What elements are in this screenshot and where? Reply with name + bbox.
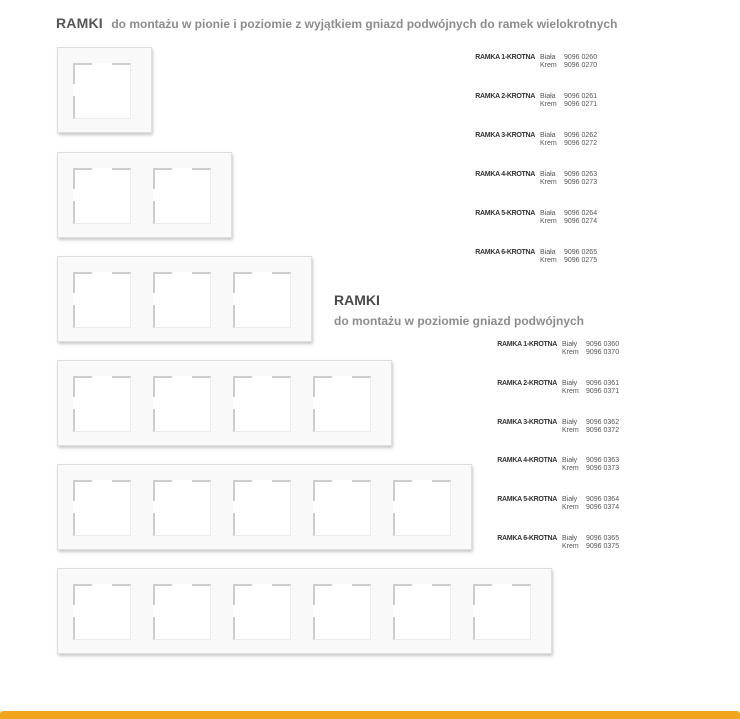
- variant-code: 9096 0372: [586, 426, 620, 434]
- product-variants: [540, 210, 597, 249]
- page-subtitle: do montażu w pionie i poziomie z wyjątkiem gniazd podwójnych do ramek wielokrotnych: [111, 17, 618, 31]
- variant-code: 9096 0374: [586, 504, 620, 512]
- product-variants: [562, 341, 619, 380]
- variant-color: Krem: [540, 179, 557, 186]
- product-list-vertical: [464, 54, 597, 288]
- product-row: [486, 535, 619, 574]
- variant-color: Biała: [540, 54, 556, 61]
- variant-code: 9096 0373: [586, 465, 620, 473]
- page-title: RAMKI: [56, 15, 103, 31]
- frame-6-gang: [57, 568, 552, 654]
- variant-code: 9096 0361: [586, 379, 620, 387]
- product-variants: [540, 132, 597, 171]
- frame-socket: [73, 63, 131, 119]
- variant-color: Biała: [540, 210, 556, 217]
- product-name: RAMKA 6-KROTNA: [475, 249, 535, 256]
- frame-socket: [313, 584, 371, 640]
- frame-socket: [233, 272, 291, 328]
- product-variants: [540, 249, 597, 288]
- product-name: RAMKA 4-KROTNA: [475, 171, 535, 178]
- frame-socket: [153, 376, 211, 432]
- variant-color: Krem: [540, 257, 557, 264]
- variant-code: 9096 0271: [564, 101, 598, 108]
- variant-code: 9096 0365: [586, 534, 620, 542]
- bottom-accent-bar: [0, 711, 740, 719]
- frame-2-gang: [57, 152, 232, 238]
- product-row: [464, 93, 597, 132]
- frame-socket: [233, 584, 291, 640]
- variant-code: 9096 0261: [564, 93, 598, 100]
- product-variants: [562, 380, 619, 419]
- frame-socket: [153, 168, 211, 224]
- product-name: RAMKA 5-KROTNA: [475, 210, 535, 217]
- frame-5-gang: [57, 464, 472, 550]
- product-row: [486, 341, 619, 380]
- frame-socket: [73, 480, 131, 536]
- frame-1-gang: [57, 47, 152, 133]
- product-row: [486, 457, 619, 496]
- frame-socket: [73, 272, 131, 328]
- variant-color: Biała: [540, 93, 556, 100]
- variant-color: Krem: [540, 218, 557, 225]
- product-variants: [540, 93, 597, 132]
- variant-color: Biały: [562, 341, 578, 348]
- variant-color: Krem: [562, 465, 579, 473]
- variant-code: 9096 0272: [564, 140, 598, 147]
- product-name: RAMKA 6-KROTNA: [497, 534, 557, 542]
- variant-code: 9096 0360: [586, 341, 620, 348]
- product-row: [486, 496, 619, 535]
- frame-3-gang: [57, 256, 312, 342]
- variant-code: 9096 0263: [564, 171, 598, 178]
- product-row: [486, 380, 619, 419]
- product-name: RAMKA 2-KROTNA: [497, 379, 557, 387]
- variant-code: 9096 0371: [586, 387, 620, 395]
- product-list-horizontal: [486, 341, 619, 574]
- variant-color: Krem: [562, 542, 579, 550]
- product-variants: [562, 419, 619, 458]
- variant-code: 9096 0362: [586, 418, 620, 426]
- variant-code: 9096 0264: [564, 210, 598, 217]
- frame-socket: [233, 376, 291, 432]
- product-row: [464, 171, 597, 210]
- variant-color: Biały: [562, 496, 578, 504]
- frame-socket: [313, 480, 371, 536]
- variant-color: Krem: [562, 504, 579, 512]
- variant-color: Krem: [562, 349, 579, 356]
- product-variants: [540, 54, 597, 93]
- variant-code: 9096 0262: [564, 132, 598, 139]
- product-row: [464, 249, 597, 288]
- frame-socket: [73, 168, 131, 224]
- frame-socket: [473, 584, 531, 640]
- variant-color: Krem: [540, 62, 557, 69]
- variant-code: 9096 0274: [564, 218, 598, 225]
- variant-code: 9096 0375: [586, 542, 620, 550]
- frame-socket: [153, 584, 211, 640]
- product-name: RAMKA 1-KROTNA: [497, 341, 557, 348]
- variant-code: 9096 0370: [586, 349, 620, 356]
- frame-socket: [73, 584, 131, 640]
- variant-code: 9096 0265: [564, 249, 598, 256]
- product-name: RAMKA 5-KROTNA: [497, 496, 557, 504]
- variant-color: Biała: [540, 132, 556, 139]
- product-row: [464, 54, 597, 93]
- variant-color: Biały: [562, 418, 578, 426]
- variant-code: 9096 0364: [586, 496, 620, 504]
- product-variants: [562, 535, 619, 574]
- product-variants: [562, 496, 619, 535]
- variant-code: 9096 0363: [586, 457, 620, 465]
- product-name: RAMKA 3-KROTNA: [475, 132, 535, 139]
- variant-code: 9096 0270: [564, 62, 598, 69]
- variant-color: Biała: [540, 249, 556, 256]
- product-name: RAMKA 4-KROTNA: [497, 457, 557, 465]
- frame-4-gang: [57, 360, 392, 446]
- frame-socket: [393, 480, 451, 536]
- frame-socket: [153, 480, 211, 536]
- variant-code: 9096 0275: [564, 257, 598, 264]
- variant-code: 9096 0273: [564, 179, 598, 186]
- product-row: [486, 419, 619, 458]
- section-subtitle: do montażu w poziomie gniazd podwójnych: [334, 314, 584, 328]
- frame-socket: [393, 584, 451, 640]
- frame-socket: [313, 376, 371, 432]
- variant-color: Biała: [540, 171, 556, 178]
- product-name: RAMKA 1-KROTNA: [475, 54, 535, 61]
- product-row: [464, 210, 597, 249]
- variant-color: Krem: [562, 387, 579, 395]
- product-name: RAMKA 3-KROTNA: [497, 418, 557, 426]
- product-name: RAMKA 2-KROTNA: [475, 93, 535, 100]
- variant-color: Biały: [562, 534, 578, 542]
- product-row: [464, 132, 597, 171]
- frame-socket: [73, 376, 131, 432]
- product-variants: [540, 171, 597, 210]
- variant-color: Biały: [562, 457, 578, 465]
- product-variants: [562, 457, 619, 496]
- page-header: [56, 15, 617, 33]
- variant-code: 9096 0260: [564, 54, 598, 61]
- variant-color: Biały: [562, 379, 578, 387]
- variant-color: Krem: [540, 101, 557, 108]
- variant-color: Krem: [562, 426, 579, 434]
- frame-socket: [153, 272, 211, 328]
- frame-socket: [233, 480, 291, 536]
- section-title: RAMKI: [334, 292, 380, 308]
- variant-color: Krem: [540, 140, 557, 147]
